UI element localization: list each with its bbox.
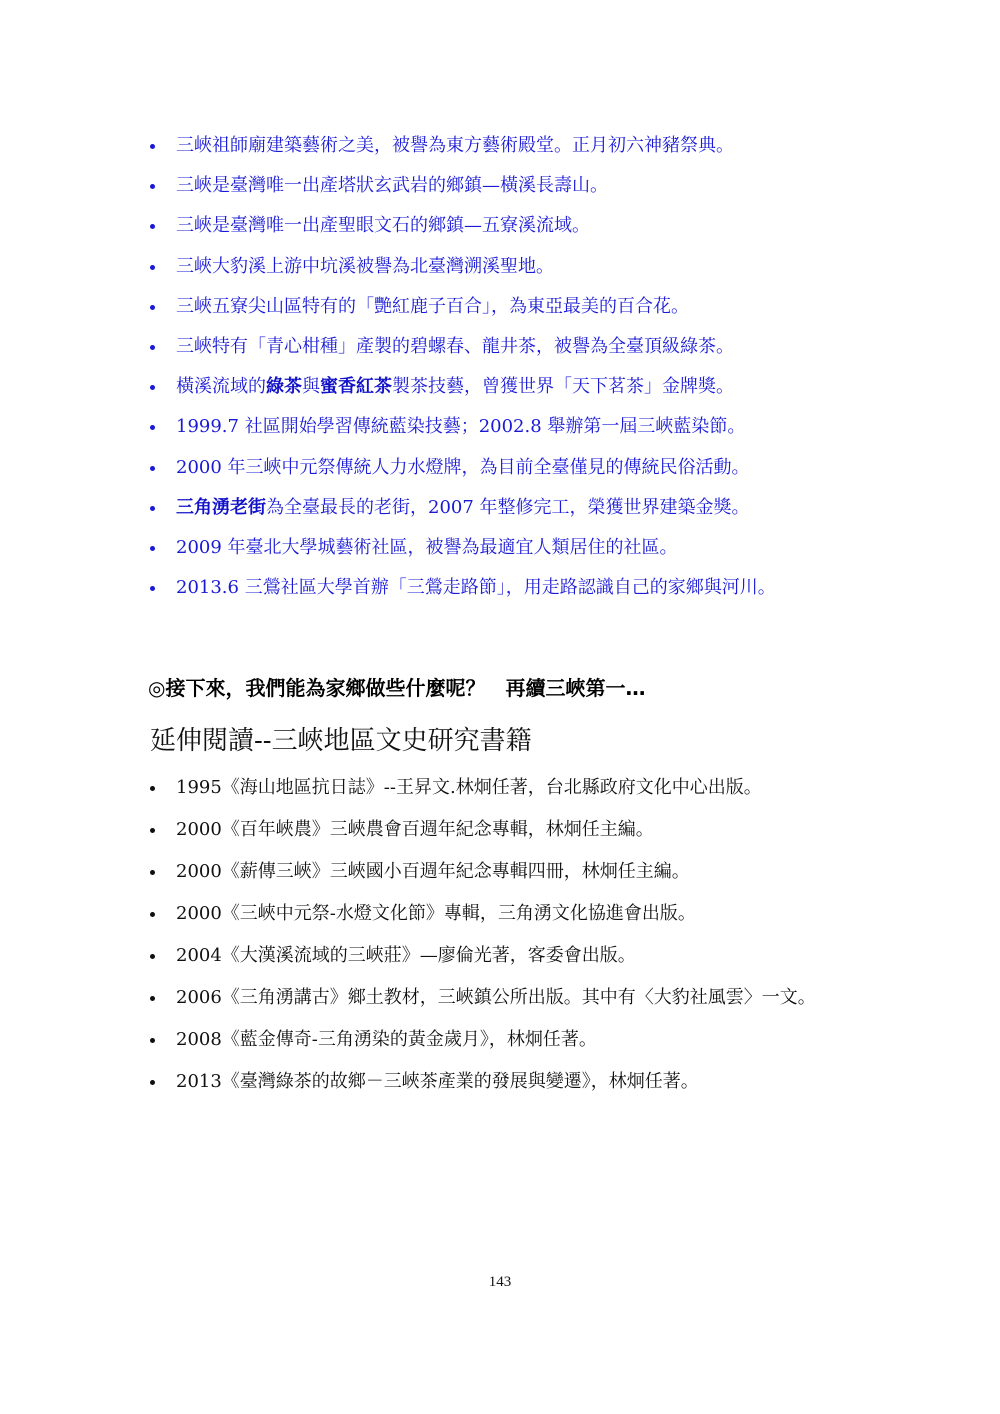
book-item-text: 2000《薪傳三峽》三峽國小百週年紀念專輯四冊，林炯任主編。: [176, 861, 690, 882]
list-item: [148, 576, 776, 600]
list-item-text: 橫溪流域的: [176, 376, 266, 398]
list-item-text: 2013.6 三鶯社區大學首辦「三鶯走路節」，用走路認識自己的家鄉與河川。: [176, 577, 776, 599]
list-item-text: 2009 年臺北大學城藝術社區，被譽為最適宜人類居住的社區。: [176, 536, 678, 558]
list-item-text: 三峽特有「青心柑種」產製的碧螺春、龍井茶，被譽為全臺頂級綠茶。: [176, 335, 734, 357]
book-item: [148, 1028, 841, 1052]
book-item-text: 2013《臺灣綠茶的故鄉－三峽茶產業的發展與變遷》，林炯任著。: [176, 1071, 699, 1092]
bullet-icon: [150, 345, 155, 350]
list-item-text: 三峽祖師廟建築藝術之美，被譽為東方藝術殿堂。正月初六神豬祭典。: [176, 135, 734, 156]
list-item-text: 1999.7 社區開始學習傳統藍染技藝；2002.8 舉辦第一屆三峽藍染節。: [176, 416, 746, 438]
bullet-icon: [150, 786, 155, 791]
book-item-text: 2006《三角湧講古》鄉土教材，三峽鎮公所出版。其中有〈大豹社風雲〉一文。: [176, 987, 816, 1008]
list-item-text: 三峽是臺灣唯一出產塔狀玄武岩的鄉鎮—橫溪長壽山。: [176, 175, 608, 197]
bullet-icon: [150, 586, 155, 591]
list-item: [148, 496, 776, 520]
bullet-icon: [150, 546, 155, 551]
book-item: [148, 860, 841, 884]
bullet-icon: [150, 1080, 155, 1085]
emphasis-text: 蜜香紅茶: [320, 376, 392, 398]
book-item: [148, 944, 841, 968]
bullet-icon: [150, 954, 155, 959]
question-heading: ◎接下來，我們能為家鄉做些什麼呢？ 再續三峽第一…: [148, 676, 646, 700]
bullet-icon: [150, 224, 155, 229]
bullet-icon: [150, 385, 155, 390]
book-item: [148, 776, 841, 800]
list-item-text: 2000 年三峽中元祭傳統人力水燈牌，為目前全臺僅見的傳統民俗活動。: [176, 456, 750, 478]
bullet-icon: [150, 144, 155, 149]
book-list: [148, 776, 841, 1112]
emphasis-text: 三角湧老街: [176, 496, 266, 518]
bullet-icon: [150, 828, 155, 833]
list-item: [148, 295, 776, 319]
page-number: 143: [488, 1274, 512, 1290]
list-item: [148, 456, 776, 480]
list-item-text: 與: [302, 376, 320, 398]
list-item: [148, 255, 776, 279]
list-item: [148, 415, 776, 439]
list-item: [148, 335, 776, 359]
bullet-icon: [150, 265, 155, 270]
list-item: [148, 214, 776, 238]
list-item-text: 三峽五寮尖山區特有的「艷紅鹿子百合」，為東亞最美的百合花。: [176, 295, 689, 317]
bullet-icon: [150, 506, 155, 511]
book-item: [148, 902, 841, 926]
list-item-text: 為全臺最長的老街，2007 年整修完工，榮獲世界建築金獎。: [266, 496, 750, 518]
list-item-text: 三峽大豹溪上游中坑溪被譽為北臺灣溯溪聖地。: [176, 255, 554, 277]
book-item-text: 2000《百年峽農》三峽農會百週年紀念專輯，林炯任主編。: [176, 819, 654, 840]
bullet-icon: [150, 466, 155, 471]
book-item-text: 1995《海山地區抗日誌》--王昇文.林炯任著，台北縣政府文化中心出版。: [176, 777, 762, 798]
bullet-icon: [150, 1038, 155, 1043]
bullet-icon: [150, 425, 155, 430]
list-item: [148, 375, 776, 399]
list-item-text: 三峽是臺灣唯一出產聖眼文石的鄉鎮—五寮溪流域。: [176, 215, 590, 237]
list-item: [148, 536, 776, 560]
emphasis-text: 綠茶: [266, 376, 302, 398]
list-item: [148, 174, 776, 198]
bullet-icon: [150, 912, 155, 917]
bullet-icon: [150, 184, 155, 189]
book-item: [148, 1070, 841, 1094]
list-item-text: 製茶技藝，曾獲世界「天下茗茶」金牌獎。: [392, 376, 734, 398]
book-item-text: 2008《藍金傳奇-三角湧染的黃金歲月》，林炯任著。: [176, 1029, 597, 1050]
book-item: [148, 977, 841, 1019]
bullet-icon: [150, 305, 155, 310]
bullet-icon: [150, 870, 155, 875]
list-item: [148, 134, 776, 158]
reading-section-heading: 延伸閱讀--三峽地區文史研究書籍: [150, 726, 532, 756]
book-item-text: 2004《大漢溪流域的三峽莊》—廖倫光著，客委會出版。: [176, 945, 636, 966]
book-item: [148, 818, 841, 842]
bullet-icon: [150, 996, 155, 1001]
sanxia-firsts-list: [148, 134, 776, 616]
book-item-text: 2000《三峽中元祭-水燈文化節》專輯，三角湧文化協進會出版。: [176, 903, 696, 924]
